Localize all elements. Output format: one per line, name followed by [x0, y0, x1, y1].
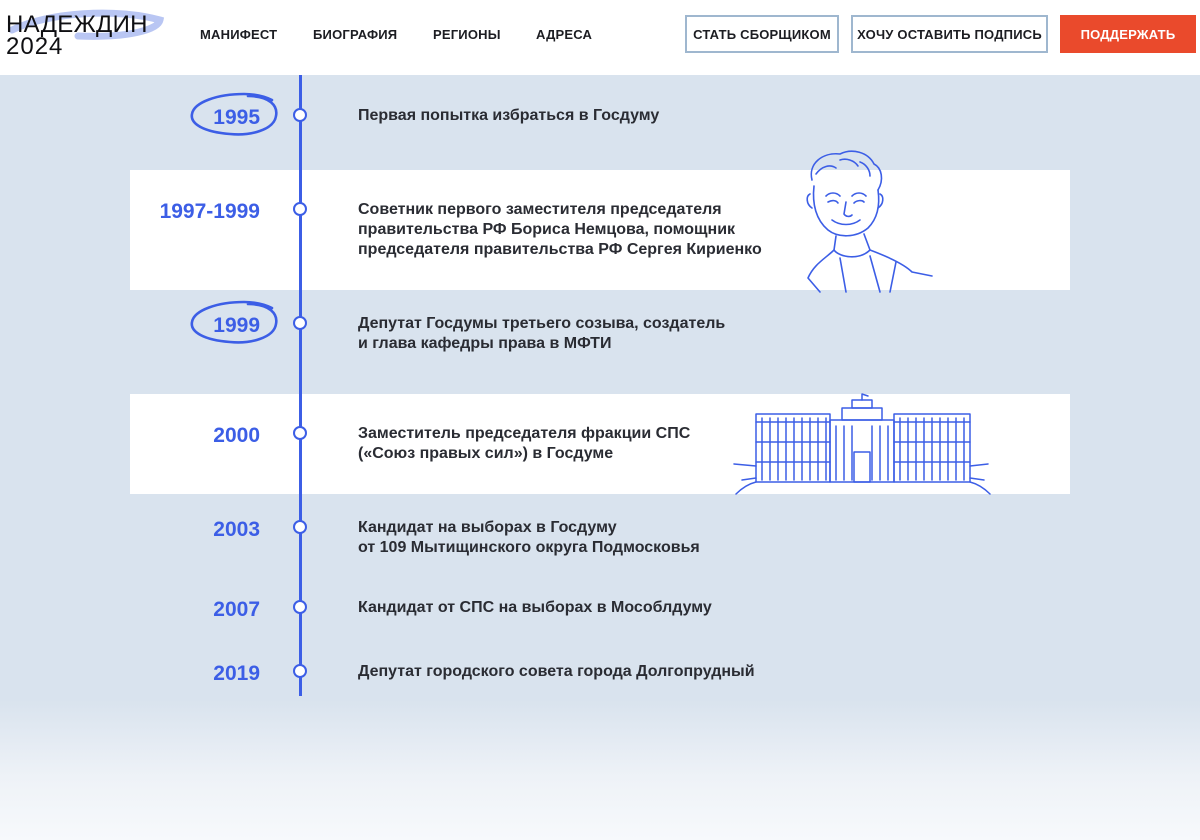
nav-biography[interactable]: БИОГРАФИЯ [313, 27, 398, 42]
year-2007: 2007 [213, 598, 260, 621]
entry-text-1997: Советник первого заместителя председателя правительства РФ Бориса Немцова, помощник председателя правительства РФ Сергея Кириенко [358, 201, 762, 258]
support-button[interactable]: ПОДДЕРЖАТЬ [1060, 15, 1196, 53]
timeline-dot-2019 [293, 664, 307, 678]
logo-year: 2024 [6, 33, 64, 60]
timeline-dot-1999 [293, 316, 307, 330]
logo-name: НАДЕЖДИН [6, 11, 148, 38]
entry-text-2007: Кандидат от СПС на выборах в Мособлдуму [358, 599, 712, 616]
year-2003: 2003 [213, 518, 260, 541]
become-collector-button[interactable]: СТАТЬ СБОРЩИКОМ [685, 15, 839, 53]
timeline-dot-1995 [293, 108, 307, 122]
timeline-dot-1997 [293, 202, 307, 216]
year-1999: 1999 [213, 314, 260, 337]
nav-manifesto[interactable]: МАНИФЕСТ [200, 27, 278, 42]
timeline-dot-2000 [293, 426, 307, 440]
year-2000: 2000 [213, 424, 260, 447]
entry-text-1999: Депутат Госдумы третьего созыва, создатель и глава кафедры права в МФТИ [358, 315, 726, 352]
entry-text-2019: Депутат городского совета города Долгопрудный [358, 663, 755, 680]
leave-signature-button[interactable]: ХОЧУ ОСТАВИТЬ ПОДПИСЬ [851, 15, 1048, 53]
year-1997-1999: 1997-1999 [159, 200, 260, 223]
year-1995: 1995 [213, 106, 260, 129]
timeline-dot-2003 [293, 520, 307, 534]
year-2019: 2019 [213, 662, 260, 685]
nav-addresses[interactable]: АДРЕСА [536, 27, 593, 42]
logo[interactable] [6, 8, 166, 60]
entry-text-1995: Первая попытка избраться в Госдуму [358, 107, 660, 124]
entry-text-2000: Заместитель председателя фракции СПС («Союз правых сил») в Госдуме [358, 425, 691, 462]
nav-regions[interactable]: РЕГИОНЫ [433, 27, 501, 42]
timeline-dot-2007 [293, 600, 307, 614]
section-bottom-fade [0, 700, 1200, 840]
entry-text-2003: Кандидат на выборах в Госдуму от 109 Мытищинского округа Подмосковья [358, 519, 700, 556]
portrait-sketch-icon [800, 146, 940, 294]
site-header [0, 0, 1200, 75]
